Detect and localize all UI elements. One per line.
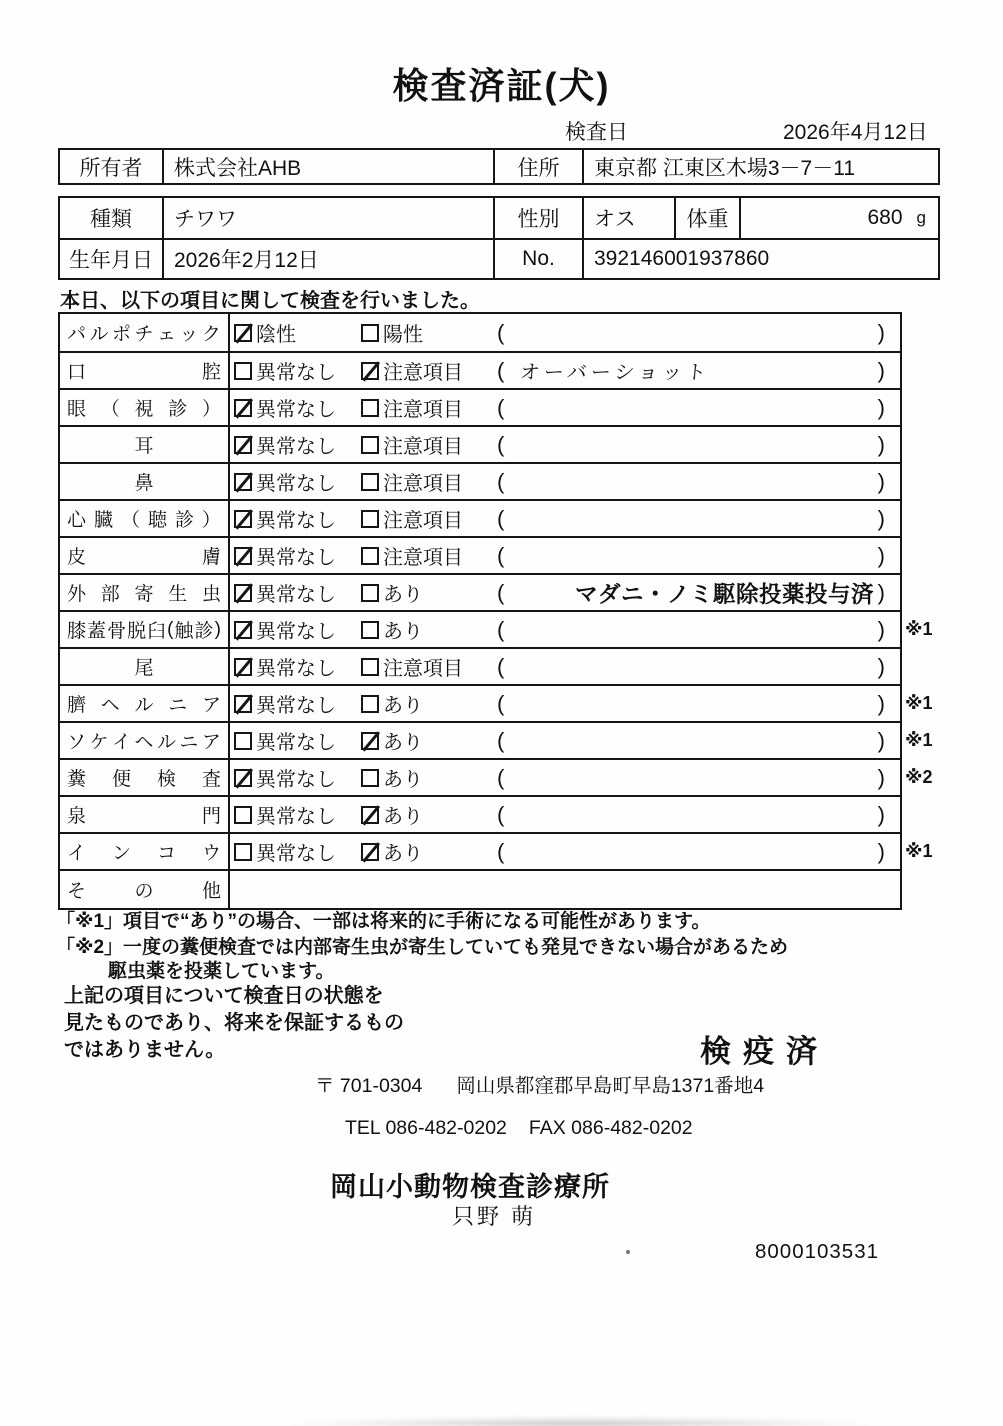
exam-item-label-char: 便 — [111, 769, 131, 790]
exam-note — [520, 834, 858, 869]
checkbox-icon — [234, 324, 252, 342]
exam-option-1 — [234, 612, 336, 647]
exam-item-label-char: 骨 — [107, 621, 127, 642]
exam-row — [60, 536, 900, 573]
exam-item-result — [230, 612, 900, 647]
exam-option-1 — [234, 464, 336, 499]
exam-option-1-label: 異常なし — [256, 584, 336, 606]
exam-row — [60, 388, 900, 425]
exam-option-2 — [361, 760, 423, 795]
exam-item-label-char: ） — [201, 510, 221, 531]
exam-option-1-label: 異常なし — [256, 658, 336, 680]
checkbox-icon — [361, 843, 379, 861]
checkbox-icon — [234, 436, 252, 454]
weight-unit: g — [916, 208, 926, 227]
exam-item-label-char: 鼻 — [134, 473, 154, 494]
paren-open: ( — [497, 727, 505, 753]
paren-open: ( — [497, 579, 505, 605]
checkbox-icon — [234, 658, 252, 676]
exam-item-result — [230, 575, 900, 610]
exam-item-label-char: 聴 — [147, 510, 167, 531]
checkbox-icon — [361, 436, 379, 454]
exam-option-2 — [361, 649, 463, 684]
exam-option-1-label: 異常なし — [256, 843, 336, 865]
exam-item-label-char: 腔 — [201, 362, 221, 383]
exam-option-1-label: 異常なし — [256, 436, 336, 458]
exam-item-label-char: 泉 — [67, 806, 87, 827]
pet-table-row-1 — [60, 198, 938, 238]
sex-value: オス — [582, 198, 674, 238]
exam-option-2-label: あり — [383, 732, 423, 754]
exam-option-1-label: 異常なし — [256, 621, 336, 643]
checkbox-icon — [361, 806, 379, 824]
exam-item-name — [60, 871, 230, 908]
clinic-address: 岡山県都窪郡早島町早島1371番地4 — [456, 1075, 765, 1097]
paren-close: ) — [877, 801, 885, 827]
exam-option-2-label: 注意項目 — [383, 362, 463, 384]
exam-note — [520, 686, 858, 721]
exam-option-1-label: 異常なし — [256, 732, 336, 754]
exam-option-2 — [361, 575, 423, 610]
footnote-mark: ※2 — [905, 767, 933, 787]
exam-item-label-char: ヘ — [134, 732, 154, 753]
disclaimer-line-1: 上記の項目について検査日の状態を — [64, 985, 384, 1007]
exam-item-result — [230, 464, 900, 499]
exam-item-label-char: 耳 — [134, 436, 154, 457]
paren-close: ) — [877, 727, 885, 753]
exam-item-label-char: ） — [201, 399, 221, 420]
exam-item-result — [230, 353, 900, 388]
paren-open: ( — [497, 542, 505, 568]
exam-option-2-label: あり — [383, 806, 423, 828]
exam-item-label-char: 虫 — [201, 584, 221, 605]
scan-speck-artifact — [626, 1250, 630, 1254]
exam-option-2 — [361, 834, 423, 869]
exam-item-label-char: 糞 — [67, 769, 87, 790]
footnote-2-continued: 駆虫薬を投薬しています。 — [108, 961, 335, 982]
exam-item-name — [60, 649, 230, 684]
exam-item-label-char: 部 — [100, 584, 120, 605]
inspection-date-value: 2026年4月12日 — [783, 121, 928, 144]
weight-value — [739, 198, 938, 238]
clinic-fax: FAX 086-482-0202 — [528, 1117, 693, 1139]
exam-item-label-char: ル — [89, 324, 109, 345]
exam-option-1-label: 異常なし — [256, 547, 336, 569]
exam-option-1 — [234, 834, 336, 869]
exam-item-label-char: コ — [156, 843, 176, 864]
inspection-date-label: 検査日 — [565, 121, 628, 144]
exam-note — [520, 760, 858, 795]
checkbox-icon — [361, 324, 379, 342]
exam-item-label-char: ケ — [89, 732, 109, 753]
exam-item-label-char: 眼 — [67, 399, 87, 420]
exam-row — [60, 425, 900, 462]
exam-item-name — [60, 427, 230, 462]
owner-value: 株式会社AHB — [162, 150, 493, 183]
clinic-postal: 〒 701-0304 — [315, 1075, 423, 1097]
exam-option-1-label: 陰性 — [256, 324, 296, 346]
owner-table — [58, 148, 940, 185]
paren-close: ) — [877, 468, 885, 494]
exam-item-label-char: 臓 — [93, 510, 113, 531]
exam-item-result — [230, 797, 900, 832]
exam-option-1 — [234, 723, 336, 758]
exam-option-2 — [361, 686, 423, 721]
exam-item-label-char: ) — [214, 618, 221, 640]
exam-item-result — [230, 427, 900, 462]
checkbox-icon — [234, 547, 252, 565]
exam-option-1 — [234, 501, 336, 536]
exam-item-label-char: の — [134, 881, 154, 902]
exam-option-2-label: 陽性 — [383, 324, 423, 346]
exam-item-label-char: （ — [100, 399, 120, 420]
exam-row — [60, 351, 900, 388]
paren-open: ( — [497, 431, 505, 457]
exam-option-1-label: 異常なし — [256, 769, 336, 791]
footnote-mark: ※1 — [905, 841, 933, 861]
checkbox-icon — [234, 843, 252, 861]
exam-item-name — [60, 501, 230, 536]
exam-note: マダニ・ノミ駆除投薬投与済 — [574, 581, 874, 607]
exam-option-2 — [361, 501, 463, 536]
exam-item-label-char: そ — [67, 881, 87, 902]
exam-option-2 — [361, 538, 463, 573]
checkbox-icon — [361, 362, 379, 380]
footnote-1: 「※1」項目で“あり”の場合、一部は将来的に手術になる可能性があります。 — [56, 911, 711, 932]
exam-item-label-char: 脱 — [127, 621, 147, 642]
exam-option-2-label: 注意項目 — [383, 436, 463, 458]
exam-table — [58, 312, 933, 910]
exam-item-label-char: 尾 — [134, 658, 154, 679]
exam-item-result — [230, 760, 900, 795]
exam-item-label-char: 検 — [156, 769, 176, 790]
exam-option-2 — [361, 797, 423, 832]
birthdate-label: 生年月日 — [69, 249, 153, 272]
paren-close: ) — [877, 319, 885, 345]
exam-item-label-char: イ — [111, 732, 131, 753]
exam-option-2 — [361, 314, 423, 351]
clinic-address-line — [315, 1070, 764, 1098]
exam-item-result — [230, 834, 900, 869]
exam-item-result — [230, 723, 900, 758]
checkbox-icon — [234, 732, 252, 750]
exam-item-result — [230, 390, 900, 425]
exam-option-2 — [361, 353, 463, 388]
paren-close: ) — [877, 764, 885, 790]
exam-row — [60, 795, 900, 832]
checkbox-icon — [361, 769, 379, 787]
exam-option-2 — [361, 427, 463, 462]
paren-close: ) — [877, 579, 885, 605]
exam-item-label-char: 蓋 — [87, 621, 107, 642]
exam-item-name — [60, 834, 230, 869]
exam-item-label-char: 口 — [67, 362, 87, 383]
exam-item-result — [230, 538, 900, 573]
checkbox-icon — [361, 658, 379, 676]
exam-note — [520, 427, 858, 462]
paren-close: ) — [877, 616, 885, 642]
exam-option-1-label: 異常なし — [256, 806, 336, 828]
exam-option-2 — [361, 464, 463, 499]
exam-item-result — [230, 501, 900, 536]
exam-option-1 — [234, 390, 336, 425]
exam-item-name — [60, 538, 230, 573]
exam-item-result — [230, 649, 900, 684]
address-value: 東京都 江東区木場3－7－11 — [582, 150, 938, 183]
exam-item-label-char: 臍 — [67, 695, 87, 716]
exam-item-result — [230, 686, 900, 721]
weight-label: 体重 — [674, 198, 739, 238]
checkbox-icon — [361, 510, 379, 528]
exam-option-2-label: あり — [383, 695, 423, 717]
exam-item-label-char: 臼 — [147, 621, 167, 642]
exam-note — [520, 501, 858, 536]
exam-item-label-char: 診 — [174, 510, 194, 531]
exam-option-1-label: 異常なし — [256, 362, 336, 384]
clinic-phone-line — [345, 1117, 693, 1140]
exam-item-label-char: イ — [67, 843, 87, 864]
exam-item-label-char: ェ — [156, 324, 176, 345]
weight-number: 680 — [867, 206, 903, 229]
exam-item-label-char: ポ — [111, 324, 131, 345]
exam-option-1 — [234, 427, 336, 462]
exam-option-1-label: 異常なし — [256, 510, 336, 532]
exam-note — [520, 612, 858, 647]
checkbox-icon — [361, 695, 379, 713]
exam-item-label-char: ク — [201, 324, 221, 345]
checkbox-icon — [234, 399, 252, 417]
paren-close: ) — [877, 431, 885, 457]
exam-note — [520, 390, 858, 425]
exam-note — [520, 723, 858, 758]
exam-item-label-char: 他 — [201, 881, 221, 902]
footnote-mark: ※1 — [905, 693, 933, 713]
exam-option-1 — [234, 575, 336, 610]
paren-open: ( — [497, 801, 505, 827]
exam-item-label-char: 寄 — [134, 584, 154, 605]
exam-item-label-char: パ — [67, 324, 87, 345]
exam-option-1-label: 異常なし — [256, 695, 336, 717]
paren-open: ( — [497, 505, 505, 531]
paren-open: ( — [497, 319, 505, 345]
exam-item-label-char: 生 — [168, 584, 188, 605]
owner-table-row — [60, 150, 938, 183]
exam-item-label-char: 門 — [201, 806, 221, 827]
paren-close: ) — [877, 394, 885, 420]
exam-item-name — [60, 723, 230, 758]
paren-close: ) — [877, 357, 885, 383]
checkbox-icon — [234, 621, 252, 639]
checkbox-icon — [361, 399, 379, 417]
exam-item-label-char: 診 — [168, 399, 188, 420]
exam-item-result — [230, 871, 900, 908]
exam-item-label-char: ル — [156, 732, 176, 753]
quarantine-stamp: 検疫済 — [700, 1034, 829, 1069]
exam-item-name — [60, 464, 230, 499]
exam-item-label-char: 皮 — [67, 547, 87, 568]
exam-option-1-label: 異常なし — [256, 399, 336, 421]
exam-item-label-char: ヘ — [100, 695, 120, 716]
paren-close: ) — [877, 505, 885, 531]
sex-label: 性別 — [493, 198, 582, 238]
exam-option-1 — [234, 538, 336, 573]
address-label: 住所 — [493, 150, 582, 183]
exam-row — [60, 573, 900, 610]
exam-option-1 — [234, 314, 296, 351]
exam-row — [60, 647, 900, 684]
exam-option-1 — [234, 760, 336, 795]
exam-note: オーバーショット — [518, 362, 711, 384]
exam-option-2-label: あり — [383, 584, 423, 606]
paren-open: ( — [497, 468, 505, 494]
checkbox-icon — [234, 695, 252, 713]
exam-item-label-char: チ — [134, 324, 154, 345]
paren-close: ) — [877, 653, 885, 679]
checkbox-icon — [361, 547, 379, 565]
exam-item-label-char: （ — [120, 510, 140, 531]
pet-table-row-2 — [60, 238, 938, 278]
disclaimer-line-2: 見たものであり、将来を保証するもの — [64, 1012, 404, 1034]
paren-open: ( — [497, 764, 505, 790]
exam-item-label-char: ン — [111, 843, 131, 864]
exam-option-1 — [234, 797, 336, 832]
exam-item-label-char: ニ — [168, 695, 188, 716]
checkbox-icon — [361, 621, 379, 639]
exam-item-label-char: ニ — [179, 732, 199, 753]
checkbox-icon — [234, 510, 252, 528]
disclaimer-line-3: ではありません。 — [64, 1039, 226, 1061]
exam-item-label-char: 膚 — [201, 547, 221, 568]
exam-item-name — [60, 353, 230, 388]
exam-option-2-label: あり — [383, 769, 423, 791]
birthdate-value: 2026年2月12日 — [162, 240, 493, 278]
checkbox-icon — [361, 584, 379, 602]
exam-item-label-char: ア — [201, 695, 221, 716]
exam-row — [60, 499, 900, 536]
footnote-mark: ※1 — [905, 619, 933, 639]
footnote-2: 「※2」一度の糞便検査では内部寄生虫が寄生していても発見できない場合があるため — [56, 937, 789, 958]
exam-row — [60, 832, 933, 869]
exam-item-label-char: 触 — [174, 621, 194, 642]
exam-item-name — [60, 686, 230, 721]
exam-option-2 — [361, 612, 423, 647]
exam-item-name — [60, 797, 230, 832]
exam-option-2-label: 注意項目 — [383, 658, 463, 680]
exam-item-result — [230, 314, 900, 351]
breed-value: チワワ — [162, 198, 493, 238]
paren-open: ( — [497, 357, 505, 383]
exam-item-name — [60, 612, 230, 647]
breed-label: 種類 — [90, 208, 132, 231]
exam-option-2 — [361, 723, 423, 758]
checkbox-icon — [234, 806, 252, 824]
checkbox-icon — [361, 732, 379, 750]
paren-open: ( — [497, 394, 505, 420]
exam-row — [60, 758, 933, 795]
exam-row — [60, 684, 933, 721]
exam-item-label-char: 外 — [67, 584, 87, 605]
exam-option-1 — [234, 686, 336, 721]
exam-item-label-char: ル — [134, 695, 154, 716]
paren-open: ( — [497, 838, 505, 864]
exam-note — [520, 538, 858, 573]
exam-item-name — [60, 575, 230, 610]
serial-number: 8000103531 — [755, 1240, 880, 1263]
paren-close: ) — [877, 542, 885, 568]
exam-note — [520, 314, 858, 351]
exam-item-name — [60, 314, 230, 351]
checkbox-icon — [234, 473, 252, 491]
exam-option-2-label: 注意項目 — [383, 547, 463, 569]
footnote-mark: ※1 — [905, 730, 933, 750]
owner-label: 所有者 — [79, 156, 143, 180]
exam-option-1-label: 異常なし — [256, 473, 336, 495]
checkbox-icon — [234, 584, 252, 602]
exam-row — [60, 462, 900, 499]
clinic-tel: TEL 086-482-0202 — [345, 1117, 507, 1139]
exam-row — [60, 869, 900, 908]
exam-note — [520, 464, 858, 499]
paren-close: ) — [877, 690, 885, 716]
exam-option-1 — [234, 649, 336, 684]
exam-item-label-char: ウ — [201, 843, 221, 864]
paren-open: ( — [497, 653, 505, 679]
number-value: 392146001937860 — [582, 240, 938, 278]
intro-sentence: 本日、以下の項目に関して検査を行いました。 — [60, 290, 480, 312]
clinic-name: 岡山小動物検査診療所 — [330, 1172, 610, 1202]
paren-close: ) — [877, 838, 885, 864]
exam-item-name — [60, 760, 230, 795]
scan-smudge-artifact — [290, 1417, 870, 1426]
exam-item-label-char: 査 — [201, 769, 221, 790]
exam-item-label-char: ソ — [67, 732, 87, 753]
document-title: 検査済証(犬) — [392, 65, 611, 106]
exam-option-2-label: 注意項目 — [383, 473, 463, 495]
exam-item-label-char: 視 — [134, 399, 154, 420]
exam-item-label-char: ( — [167, 618, 174, 640]
exam-option-2-label: あり — [383, 843, 423, 865]
checkbox-icon — [234, 769, 252, 787]
exam-row — [60, 314, 900, 351]
exam-item-label-char: 診 — [194, 621, 214, 642]
pet-table — [58, 196, 940, 280]
exam-option-2-label: 注意項目 — [383, 510, 463, 532]
exam-item-label-char: 心 — [67, 510, 87, 531]
disclaimer-text — [64, 983, 404, 1064]
paren-open: ( — [497, 690, 505, 716]
exam-item-label-char: ア — [201, 732, 221, 753]
exam-item-name — [60, 390, 230, 425]
exam-option-2 — [361, 390, 463, 425]
exam-note — [520, 649, 858, 684]
number-label: No. — [493, 240, 582, 278]
checkbox-icon — [234, 362, 252, 380]
exam-item-label-char: ッ — [179, 324, 199, 345]
checkbox-icon — [361, 473, 379, 491]
exam-row — [60, 610, 933, 647]
exam-option-2-label: 注意項目 — [383, 399, 463, 421]
exam-row — [60, 721, 933, 758]
exam-note — [520, 797, 858, 832]
paren-open: ( — [497, 616, 505, 642]
exam-option-1 — [234, 353, 336, 388]
veterinarian-name: 只野 萌 — [452, 1204, 537, 1229]
exam-option-2-label: あり — [383, 621, 423, 643]
exam-item-label-char: 膝 — [67, 621, 87, 642]
